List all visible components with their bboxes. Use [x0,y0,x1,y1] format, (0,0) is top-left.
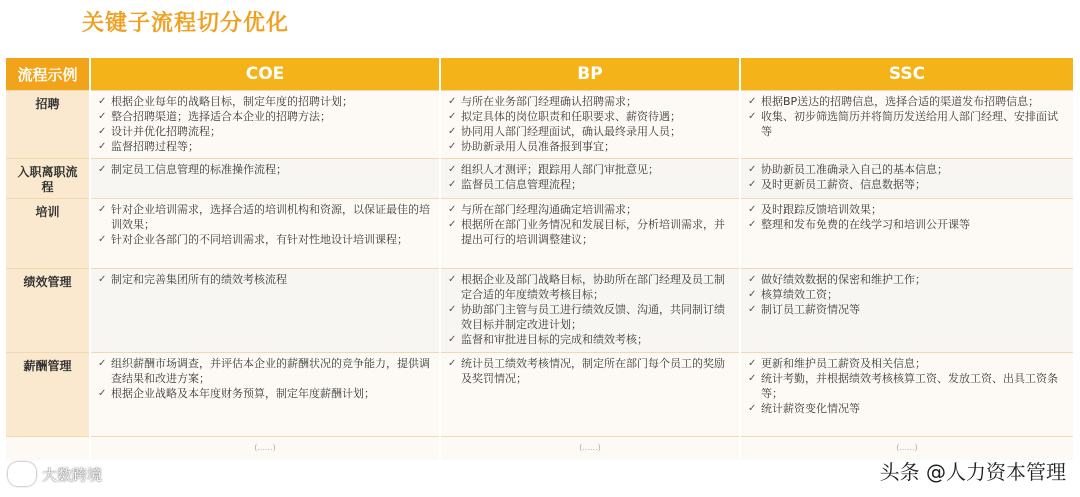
bp-cell [440,91,740,159]
list-item: ✓ 制定和完善集团所有的绩效考核流程 [111,272,433,287]
list-item: ✓ 根据企业战略及本年度财务预算，制定年度薪酬计划； [111,386,433,401]
list-item: ✓ 根据企业及部门战略目标，协助所在部门经理及员工制定合适的年度绩效考核目标； [461,272,733,302]
list-item: ✓ 与所在业务部门经理确认招聘需求； [461,94,733,109]
row-label: 绩效管理 [6,269,90,353]
list-item: ✓ 协助部门主管与员工进行绩效反馈、沟通，共同制订绩效目标并制定改进计划； [461,302,733,332]
list-item: ✓ 制订员工薪资情况等 [761,302,1067,317]
watermark-left [8,462,102,486]
row-label: 薪酬管理 [6,353,90,437]
table-row [6,91,1074,159]
header-bp: BP [440,58,740,91]
ssc-cell [740,269,1074,353]
list-item: ✓ 整理和发布免费的在线学习和培训公开课等 [761,217,1067,232]
process-table [6,58,1075,460]
header-coe: COE [90,58,440,91]
table-row [6,353,1074,437]
coe-cell [90,269,440,353]
list-item: ✓ 统计考勤，并根据绩效考核核算工资、发放工资、出具工资条等； [761,371,1067,401]
list-item: ✓ 监督员工信息管理流程； [461,177,733,192]
header-ssc: SSC [740,58,1074,91]
bp-cell [440,353,740,437]
coe-cell [90,353,440,437]
footer-note: (......) [740,437,1074,461]
empty-cell [6,437,90,461]
list-item: ✓ 核算绩效工资； [761,287,1067,302]
list-item: ✓ 组织人才测评；跟踪用人部门审批意见； [461,162,733,177]
list-item: ✓ 针对企业各部门的不同培训需求，有针对性地设计培训课程； [111,232,433,247]
list-item: ✓ 协助新录用人员准备报到事宜； [461,139,733,154]
bp-cell [440,199,740,269]
coe-cell [90,91,440,159]
row-label: 培训 [6,199,90,269]
coe-cell [90,159,440,199]
list-item: ✓ 协同用人部门经理面试，确认最终录用人员； [461,124,733,139]
table-row [6,159,1074,199]
bp-cell [440,159,740,199]
bp-cell [440,269,740,353]
header-process-example: 流程示例 [6,58,90,91]
list-item: ✓ 根据BP送达的招聘信息，选择合适的渠道发布招聘信息； [761,94,1067,109]
list-item: ✓ 根据所在部门业务情况和发展目标，分析培训需求，并提出可行的培训调整建议； [461,217,733,247]
list-item: ✓ 制定员工信息管理的标准操作流程； [111,162,433,177]
list-item: ✓ 与所在部门经理沟通确定培训需求； [461,202,733,217]
row-label: 招聘 [6,91,90,159]
list-item: ✓ 及时跟踪反馈培训效果； [761,202,1067,217]
table-header-row [6,58,1074,91]
list-item: ✓ 做好绩效数据的保密和维护工作； [761,272,1067,287]
list-item: ✓ 更新和维护员工薪资及相关信息； [761,356,1067,371]
list-item: ✓ 根据企业每年的战略目标，制定年度的招聘计划； [111,94,433,109]
logo-icon [8,462,36,486]
ssc-cell [740,159,1074,199]
watermark-left-text: 大数跨境 [42,465,103,484]
list-item: ✓ 监督招聘过程等； [111,139,433,154]
row-label: 入职离职流程 [6,159,90,199]
ssc-cell [740,199,1074,269]
list-item: ✓ 收集、初步筛选简历并将简历发送给用人部门经理、安排面试等 [761,109,1067,139]
coe-cell [90,199,440,269]
ssc-cell [740,91,1074,159]
table-row [6,269,1074,353]
list-item: ✓ 组织薪酬市场调查，并评估本企业的薪酬状况的竞争能力，提供调查结果和改进方案； [111,356,433,386]
table-row [6,199,1074,269]
list-item: ✓ 统计员工绩效考核情况，制定所在部门每个员工的奖励及奖罚情况； [461,356,733,386]
watermark-right: 头条 @人力资本管理 [879,460,1066,484]
footer-note: (......) [440,437,740,461]
page-title: 关键子流程切分优化 [82,11,290,36]
list-item: ✓ 协助新员工准确录入自己的基本信息； [761,162,1067,177]
list-item: ✓ 设计并优化招聘流程； [111,124,433,139]
ssc-cell [740,353,1074,437]
list-item: ✓ 统计薪资变化情况等 [761,401,1067,416]
list-item: ✓ 监督和审批进目标的完成和绩效考核； [461,332,733,347]
list-item: ✓ 针对企业培训需求，选择合适的培训机构和资源，以保证最佳的培训效果； [111,202,433,232]
list-item: ✓ 及时更新员工薪资、信息数据等； [761,177,1067,192]
list-item: ✓ 整合招聘渠道；选择适合本企业的招聘方法； [111,109,433,124]
list-item: ✓ 拟定具体的岗位职责和任职要求、薪资待遇； [461,109,733,124]
footer-note: (......) [90,437,440,461]
